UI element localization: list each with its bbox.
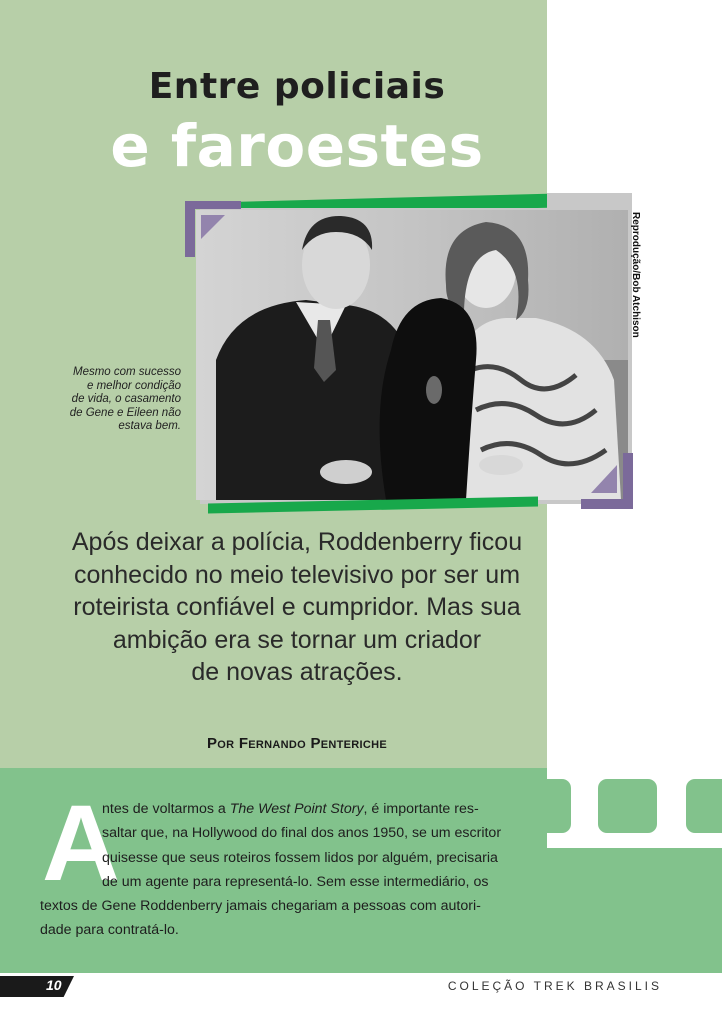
couple-photo xyxy=(196,210,628,500)
film-strip-tab xyxy=(512,779,571,833)
film-strip-tab xyxy=(686,779,722,833)
photo-credit: Reprodução/Bob Atchison xyxy=(630,212,641,338)
page-number: 10 xyxy=(46,977,62,993)
article-text: , é importante res- xyxy=(363,801,479,817)
page-title-line1: Entre policiais xyxy=(148,66,446,107)
collection-name: COLEÇÃO TREK BRASILIS xyxy=(447,979,662,993)
article-line: quisesse que seus roteiros fossem lidos por alguém, precisaria xyxy=(102,850,498,866)
lead-paragraph: Após deixar a polícia, Roddenberry ficou conhecido no meio televisivo por ser um roteirista confiável e cumpridor. Mas sua ambição era se tornar um criador de novas atrações. xyxy=(71,528,523,686)
article-line xyxy=(102,801,479,817)
byline: Por Fernando Penteriche xyxy=(206,735,388,752)
article-title-ref: The West Point Story xyxy=(229,801,364,817)
photo-caption: Mesmo com sucesso e melhor condição de vida, o casamento de Gene e Eileen não estava bem. xyxy=(69,366,181,433)
drop-cap: A xyxy=(42,782,120,903)
article-line: saltar que, na Hollywood do final dos anos 1950, se um escritor xyxy=(102,825,502,841)
corner-bracket-icon xyxy=(185,201,241,257)
page-number-tab xyxy=(0,976,74,997)
article-line: textos de Gene Roddenberry jamais chegariam a pessoas com autori- xyxy=(40,898,481,914)
photo-illustration xyxy=(196,210,628,500)
film-strip-tab xyxy=(598,779,657,833)
article-line: de um agente para representá-lo. Sem esse intermediário, os xyxy=(102,874,489,890)
page-title-line2: e faroestes xyxy=(110,112,484,180)
article-line: dade para contratá-lo. xyxy=(40,922,179,938)
corner-bracket-icon xyxy=(581,453,633,509)
article-text: ntes de voltarmos a xyxy=(102,801,230,817)
